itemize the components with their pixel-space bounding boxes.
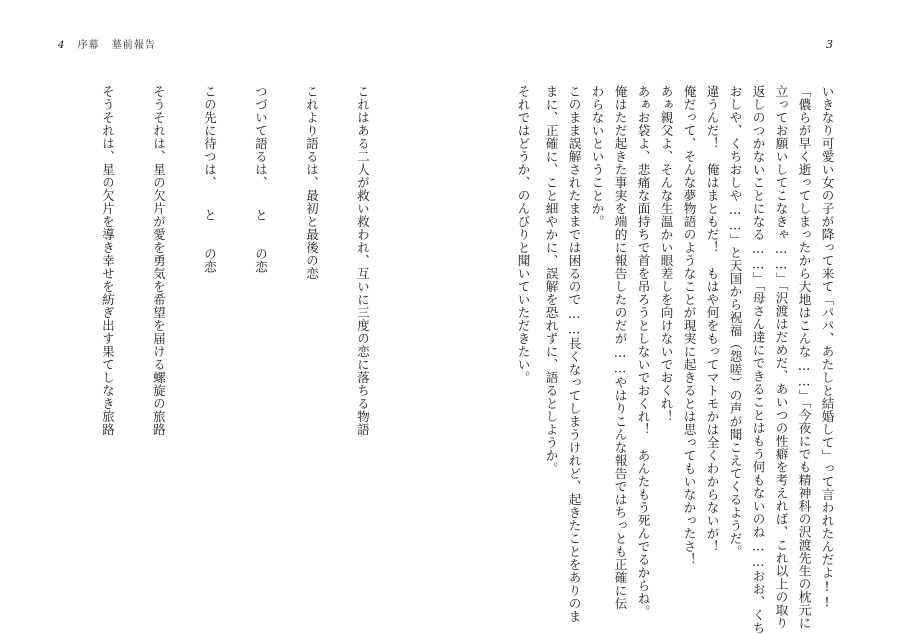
body-line: あぁ親父よ、そんな生温かい眼差しを向けないでおくれ！	[658, 85, 674, 423]
body-line: いきなり可愛い女の子が降って来て「パパ、あたしと結婚して」って言われたんだよ!!	[819, 85, 835, 610]
body-line: 返しのつかないことになる……」「母さん達にできることはもう何もないのね……おお、くち	[750, 85, 766, 635]
left-page-number: 4	[58, 40, 66, 51]
poem-line: これより語るは、最初と最後の恋	[304, 85, 320, 280]
body-line: 立ってお願いしてこなきゃ……」「沢渡はだめだ、あいつの性癖を考えれば、これ以上の取り	[773, 85, 789, 630]
body-line: 「儂らが早く逝ってしまったから大地はこんな……」「今夜にでも精神科の沢渡先生の枕元に	[796, 85, 812, 630]
body-line: 違うんだ！ 俺はまともだ！ もはや何をもってマトモかは全くわからないが！	[704, 85, 720, 553]
chapter-title: 墓前報告	[111, 40, 156, 51]
section-title: 序幕	[77, 40, 100, 51]
poem-line: つづいて語るは、 と の恋	[253, 85, 269, 274]
running-head	[58, 36, 156, 51]
body-line: 俺だって、そんな夢物語のようなことが現実に起きるとは思ってもいなかったさ！	[681, 85, 697, 566]
body-line: このまま誤解されたままでは困るので……長くなってしまうけれど、起きたことをありのま	[566, 85, 582, 623]
right-page-number: 3	[826, 38, 833, 51]
poem-line: これはある二人が救い救われ、互いに三度の恋に落ちる物語	[355, 85, 371, 436]
body-line: 俺はただ起きた事実を端的に報告したのだが……やはりこんな報告ではちっとも正確に伝	[612, 85, 628, 610]
body-line: それではどうか、のんびりと聞いていただきたい。	[515, 85, 531, 384]
poem-line: そうそれは、星の欠片を導き幸せを紡ぎ出す果てしなき旅路	[100, 85, 116, 436]
body-line: あぁお袋よ、悲痛な面持ちで首を吊ろうとしないでおくれ！ あんたもう死んでるからね。	[635, 85, 651, 618]
poem-line: この先に待つは、 と の恋	[202, 85, 218, 274]
body-line: わらないということか。	[589, 85, 605, 228]
poem-line: そうそれは、星の欠片が愛を勇気を希望を届ける螺旋の旅路	[151, 85, 167, 436]
body-line: まに、正確に、こと細やかに、誤解を恐れずに、語るとしようか。	[543, 85, 559, 475]
body-line: おしや、くちおしや……」と天国から祝福（怨嗟）の声が聞こえてくるようだ。	[727, 85, 743, 558]
